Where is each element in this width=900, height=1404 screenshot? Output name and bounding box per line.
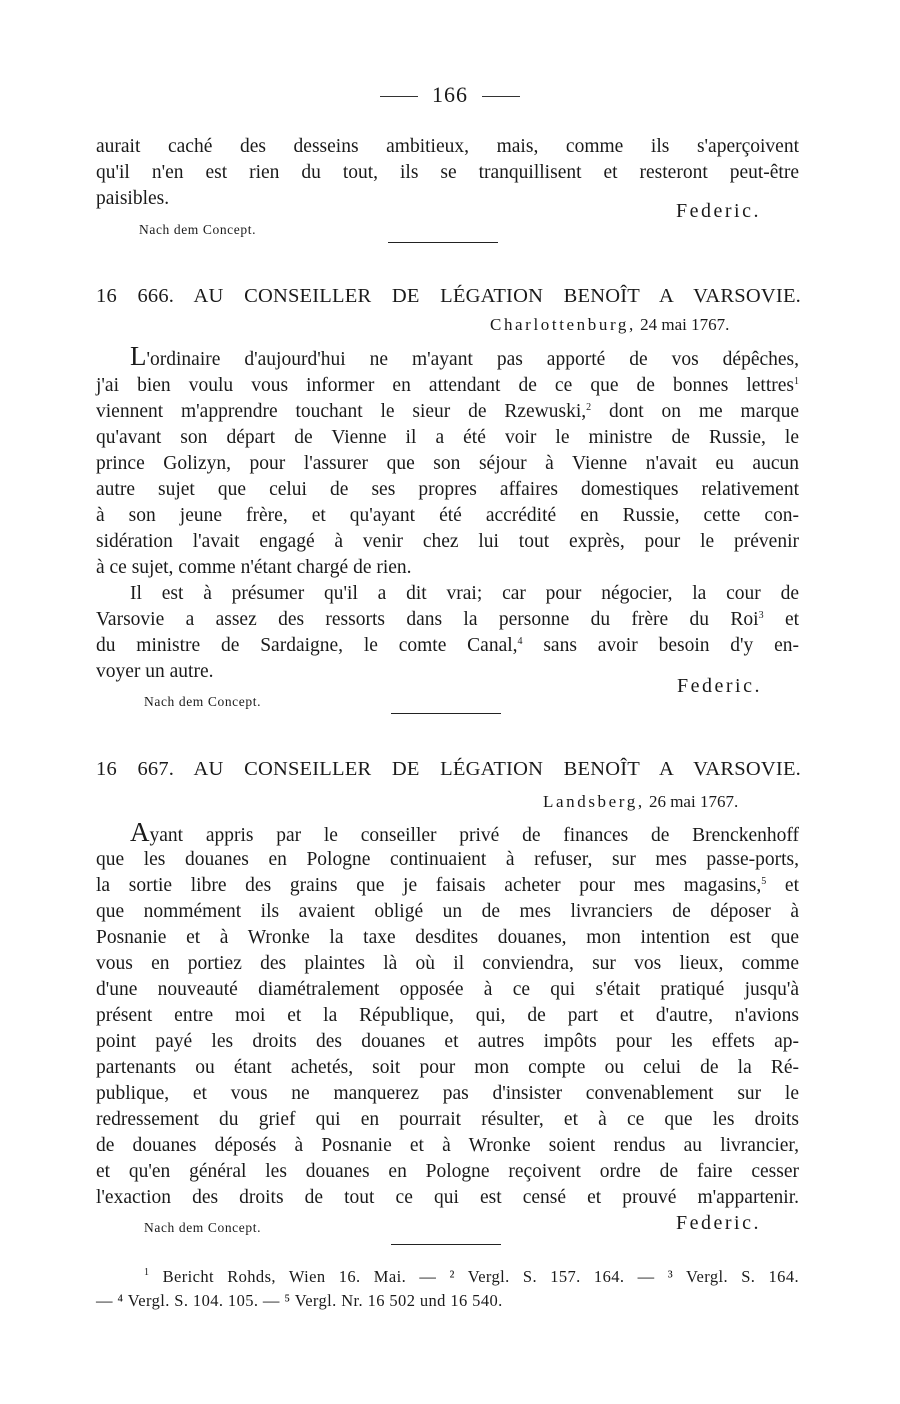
signature: Federic.: [676, 1212, 761, 1234]
section-rule: [388, 242, 498, 243]
body-line: Posnanie et à Wronke la taxe desdites douanes, mon intention est que: [96, 927, 799, 948]
footnote-line: — ⁴ Vergl. S. 104. 105. — ⁵ Vergl. Nr. 16 502 und 16 540.: [96, 1291, 503, 1310]
place-date: [490, 315, 729, 335]
body-line: qu'il n'en est rien du tout, ils se tranquillisent et resteront peut-être: [96, 162, 799, 183]
body-line: Il est à présumer qu'il a dit vrai; car pour négocier, la cour de: [130, 583, 799, 604]
place-name: Charlottenburg,: [490, 315, 636, 334]
body-line: présent entre moi et la République, qui, de part et d'autre, n'avions: [96, 1005, 799, 1026]
signature: Federic.: [676, 200, 761, 222]
body-line: partenants ou étant achetés, soit pour mon compte ou celui de la Ré-: [96, 1057, 799, 1078]
body-line: [130, 343, 799, 373]
body-line: aurait caché des desseins ambitieux, mais, comme ils s'aperçoivent: [96, 136, 799, 157]
footnote-mark: 4: [517, 636, 523, 647]
footnote-mark: 1: [794, 376, 799, 387]
body-line: publique, et vous ne manquerez pas d'insister convenablement sur le: [96, 1083, 799, 1104]
body-line: que les douanes en Pologne continuaient à refuser, sur mes passe-ports,: [96, 849, 799, 870]
letter-date: 26 mai 1767.: [648, 792, 739, 811]
body-line: à son jeune frère, et qu'ayant été accrédité en Russie, cette con-: [96, 505, 799, 526]
body-line: de douanes déposés à Posnanie et à Wronke soient rendus au livrancier,: [96, 1135, 799, 1156]
body-line: [96, 633, 799, 659]
page-number: [0, 82, 900, 108]
body-text: j'ai bien voulu vous informer en attendant de ce que de bonnes lettres: [96, 375, 794, 396]
page-number-text: 166: [432, 82, 468, 107]
footnote-line: [144, 1267, 799, 1287]
body-line: d'une nouveauté diamétralement opposée à ce qui s'était pratiqué jusqu'à: [96, 979, 799, 1000]
letter-heading: 16 666. AU CONSEILLER DE LÉGATION BENOÎT A VARSOVIE.: [96, 285, 801, 307]
body-line: à ce sujet, comme n'étant chargé de rien.: [96, 557, 412, 578]
body-line: que nommément ils avaient obligé un de mes livranciers de déposer à: [96, 901, 799, 922]
signature: Federic.: [677, 675, 762, 697]
body-line: paisibles.: [96, 188, 170, 209]
body-line: point payé les droits des douanes et autres impôts pour les effets ap-: [96, 1031, 799, 1052]
footnote-mark: 1: [144, 1267, 150, 1278]
footnote-mark: 2: [586, 402, 592, 413]
body-line: et qu'en général les douanes en Pologne reçoivent ordre de faire cesser: [96, 1161, 799, 1182]
body-line: [96, 399, 799, 425]
body-text: dont on me marque: [609, 401, 799, 422]
footnote-mark: 5: [761, 876, 767, 887]
section-rule: [391, 1244, 501, 1245]
body-text: du ministre de Sardaigne, le comte Canal,: [96, 635, 518, 656]
source-note: Nach dem Concept.: [144, 1220, 262, 1235]
body-line: [96, 873, 799, 899]
body-text: Varsovie a assez des ressorts dans la personne du frère du Roi: [96, 609, 759, 630]
page-number-dash-right: [482, 96, 520, 97]
body-line: [130, 819, 799, 849]
source-note: Nach dem Concept.: [139, 222, 257, 237]
letter-heading: 16 667. AU CONSEILLER DE LÉGATION BENOÎT A VARSOVIE.: [96, 758, 801, 780]
body-line: [96, 607, 799, 633]
body-line: voyer un autre.: [96, 661, 214, 682]
body-text: et: [784, 875, 799, 896]
body-line: [96, 373, 799, 399]
body-line: prince Golizyn, pour l'assurer que son séjour à Vienne n'avait eu aucun: [96, 453, 799, 474]
initial-letter: A: [130, 817, 150, 847]
body-line: l'exaction des droits de tout ce qui est censé et prouvé m'appartenir.: [96, 1187, 799, 1208]
footnote-mark: 3: [758, 610, 764, 621]
body-line: vous en portiez des plaintes là où il conviendra, sur vos lieux, comme: [96, 953, 799, 974]
page-number-dash-left: [380, 96, 418, 97]
place-name: Landsberg,: [543, 792, 645, 811]
body-line: redressement du grief qui en pourrait résulter, et à ce que les droits: [96, 1109, 799, 1130]
letter-date: 24 mai 1767.: [640, 315, 730, 334]
footnote-text: Bericht Rohds, Wien 16. Mai. — ² Vergl. S. 157. 164. — ³ Vergl. S. 164.: [162, 1267, 800, 1286]
body-text: yant appris par le conseiller privé de finances de Brenckenhoff: [149, 825, 799, 846]
place-date: [543, 792, 738, 812]
section-rule: [391, 713, 501, 714]
body-text: viennent m'apprendre touchant le sieur de Rzewuski,: [96, 401, 587, 422]
body-text: la sortie libre des grains que je faisais acheter pour mes magasins,: [96, 875, 762, 896]
body-line: qu'avant son départ de Vienne il a été voir le ministre de Russie, le: [96, 427, 799, 448]
initial-letter: L: [130, 341, 147, 371]
source-note: Nach dem Concept.: [144, 694, 262, 709]
body-line: sidération l'avait engagé à venir chez lui tout exprès, pour le prévenir: [96, 531, 799, 552]
body-text: sans avoir besoin d'y en-: [543, 635, 799, 656]
body-text: 'ordinaire d'aujourd'hui ne m'ayant pas apporté de vos dépêches,: [146, 349, 799, 370]
body-text: et: [784, 609, 800, 630]
body-line: autre sujet que celui de ses propres affaires domestiques relativement: [96, 479, 799, 500]
